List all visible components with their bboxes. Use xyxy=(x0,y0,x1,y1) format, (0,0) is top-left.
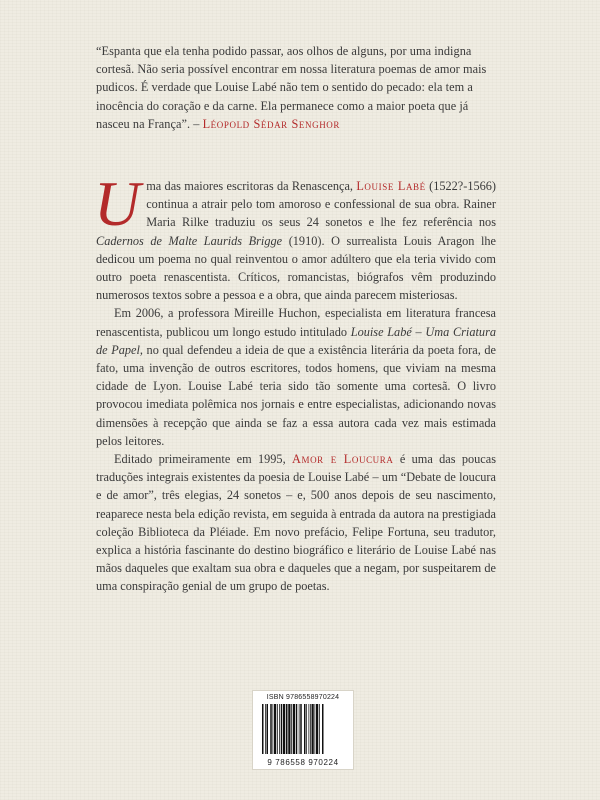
barcode-bar xyxy=(288,704,290,754)
quote-text: “Espanta que ela tenha podido passar, aos olhos de alguns, por uma indigna cortesã. Não seria possível encontrar em nossa literatura poemas de amor mais pudicos. É verdade que Louise Labé não tem o sentido do pecado: ela tem a inocência do coração e da carne. Ela permanece como a maior poeta que já nasceu na França”. xyxy=(96,44,487,131)
paragraph-1 xyxy=(94,168,497,304)
barcode-bar xyxy=(273,704,274,754)
barcode-bar xyxy=(293,704,295,754)
epigraph-quote xyxy=(96,42,496,133)
barcode-bar xyxy=(322,704,324,754)
paragraph-2-text-b: no qual defendeu a ideia de que a existência literária da poeta fora, de fato, uma invenção de outros escritores, todos homens, que viviam na mesma cidade de Lyon. Louise Labé teria sido tão somente uma cortesã. O livro provocou imediata polêmica nos jornais e entre especialistas, adicionando novas dimensões à recepção que ainda se faz a essa autora cada vez mais estimada pelos leitores. xyxy=(96,342,496,448)
barcode-bar xyxy=(296,704,298,754)
barcode-bar xyxy=(291,704,292,754)
barcode-bar xyxy=(300,704,302,754)
back-cover-text xyxy=(94,168,497,596)
barcode-bar xyxy=(309,704,310,754)
quote-separator: – xyxy=(193,116,200,131)
quote-block xyxy=(96,42,496,133)
barcode-bars xyxy=(261,704,347,754)
barcode-bar xyxy=(312,704,314,754)
drop-cap: U xyxy=(94,168,141,239)
barcode-bar xyxy=(316,704,318,754)
barcode-bar xyxy=(270,704,272,754)
paragraph-1-text-a: ma das maiores escritoras da Renascença, xyxy=(146,179,353,193)
barcode-bar xyxy=(286,704,288,754)
barcode-bar xyxy=(310,704,311,754)
barcode-bar xyxy=(265,704,266,754)
barcode-bar xyxy=(315,704,316,754)
barcode-bar xyxy=(299,704,300,754)
barcode-bar xyxy=(304,704,306,754)
isbn-digits: 9 786558 970224 xyxy=(267,758,339,767)
barcode-bar xyxy=(281,704,283,754)
isbn-label: ISBN 9786558970224 xyxy=(266,694,340,701)
isbn-barcode xyxy=(252,690,354,770)
book-title: Amor e Loucura xyxy=(292,452,394,467)
paragraph-2-text-a: Em 2006, a professora Mireille Huchon, especialista em literatura francesa renascentista, publicou um longo estudo intitulado xyxy=(96,306,496,339)
book-title-huchon: Louise Labé – Uma Criatura de Papel, xyxy=(96,324,496,357)
quote-author: Léopold Sédar Senghor xyxy=(202,116,340,131)
barcode-bar xyxy=(283,704,285,754)
paragraph-3-text-b: é uma das poucas traduções integrais existentes da poesia de Louise Labé – um “Debate de loucura e de amor”, três elegias, 24 sonetos – e, 500 anos depois de seu nascimento, reaparece nesta bela edição revista, em seguida à entrada da autora na prestigiada coleção Biblioteca da Pléiade. Em novo prefácio, Felipe Fortuna, seu tradutor, explica a história fascinante do destino biográfico e literário de Louise Labé nas mãos daqueles que exaltam sua obra e daqueles que a negam, por suspeitarem de uma conspiração genial de um grupo de poetas. xyxy=(96,452,497,594)
barcode-bar xyxy=(267,704,269,754)
paragraph-3 xyxy=(96,450,496,596)
barcode-bar xyxy=(277,704,278,754)
paragraph-3-text-a: Editado primeiramente em 1995, xyxy=(114,452,286,467)
paragraph-1-text-b: (1522?-1566) continua a atrair pelo tom amoroso e confessional de sua obra. Rainer Maria Rilke traduziu os seus 24 sonetos e lhe fez referência nos xyxy=(146,179,497,230)
author-name: Louise Labé xyxy=(356,179,426,193)
barcode-bar xyxy=(306,704,307,754)
book-title-rilke: Cadernos de Malte Laurids Brigge xyxy=(96,233,283,248)
barcode-bar xyxy=(279,704,280,754)
paragraph-1-text-c: (1910). O surrealista Louis Aragon lhe dedicou um poema no qual reinventou o amor adúltero que ela teria vivido com outro poeta renascentista. Críticos, romancistas, biógrafos vêm produzindo numerosos textos sobre a pessoa e a obra, que ainda parecem misteriosas. xyxy=(96,233,497,303)
barcode-bar xyxy=(274,704,276,754)
barcode-bar xyxy=(262,704,264,754)
barcode-bar xyxy=(319,704,320,754)
paragraph-2 xyxy=(96,304,496,450)
